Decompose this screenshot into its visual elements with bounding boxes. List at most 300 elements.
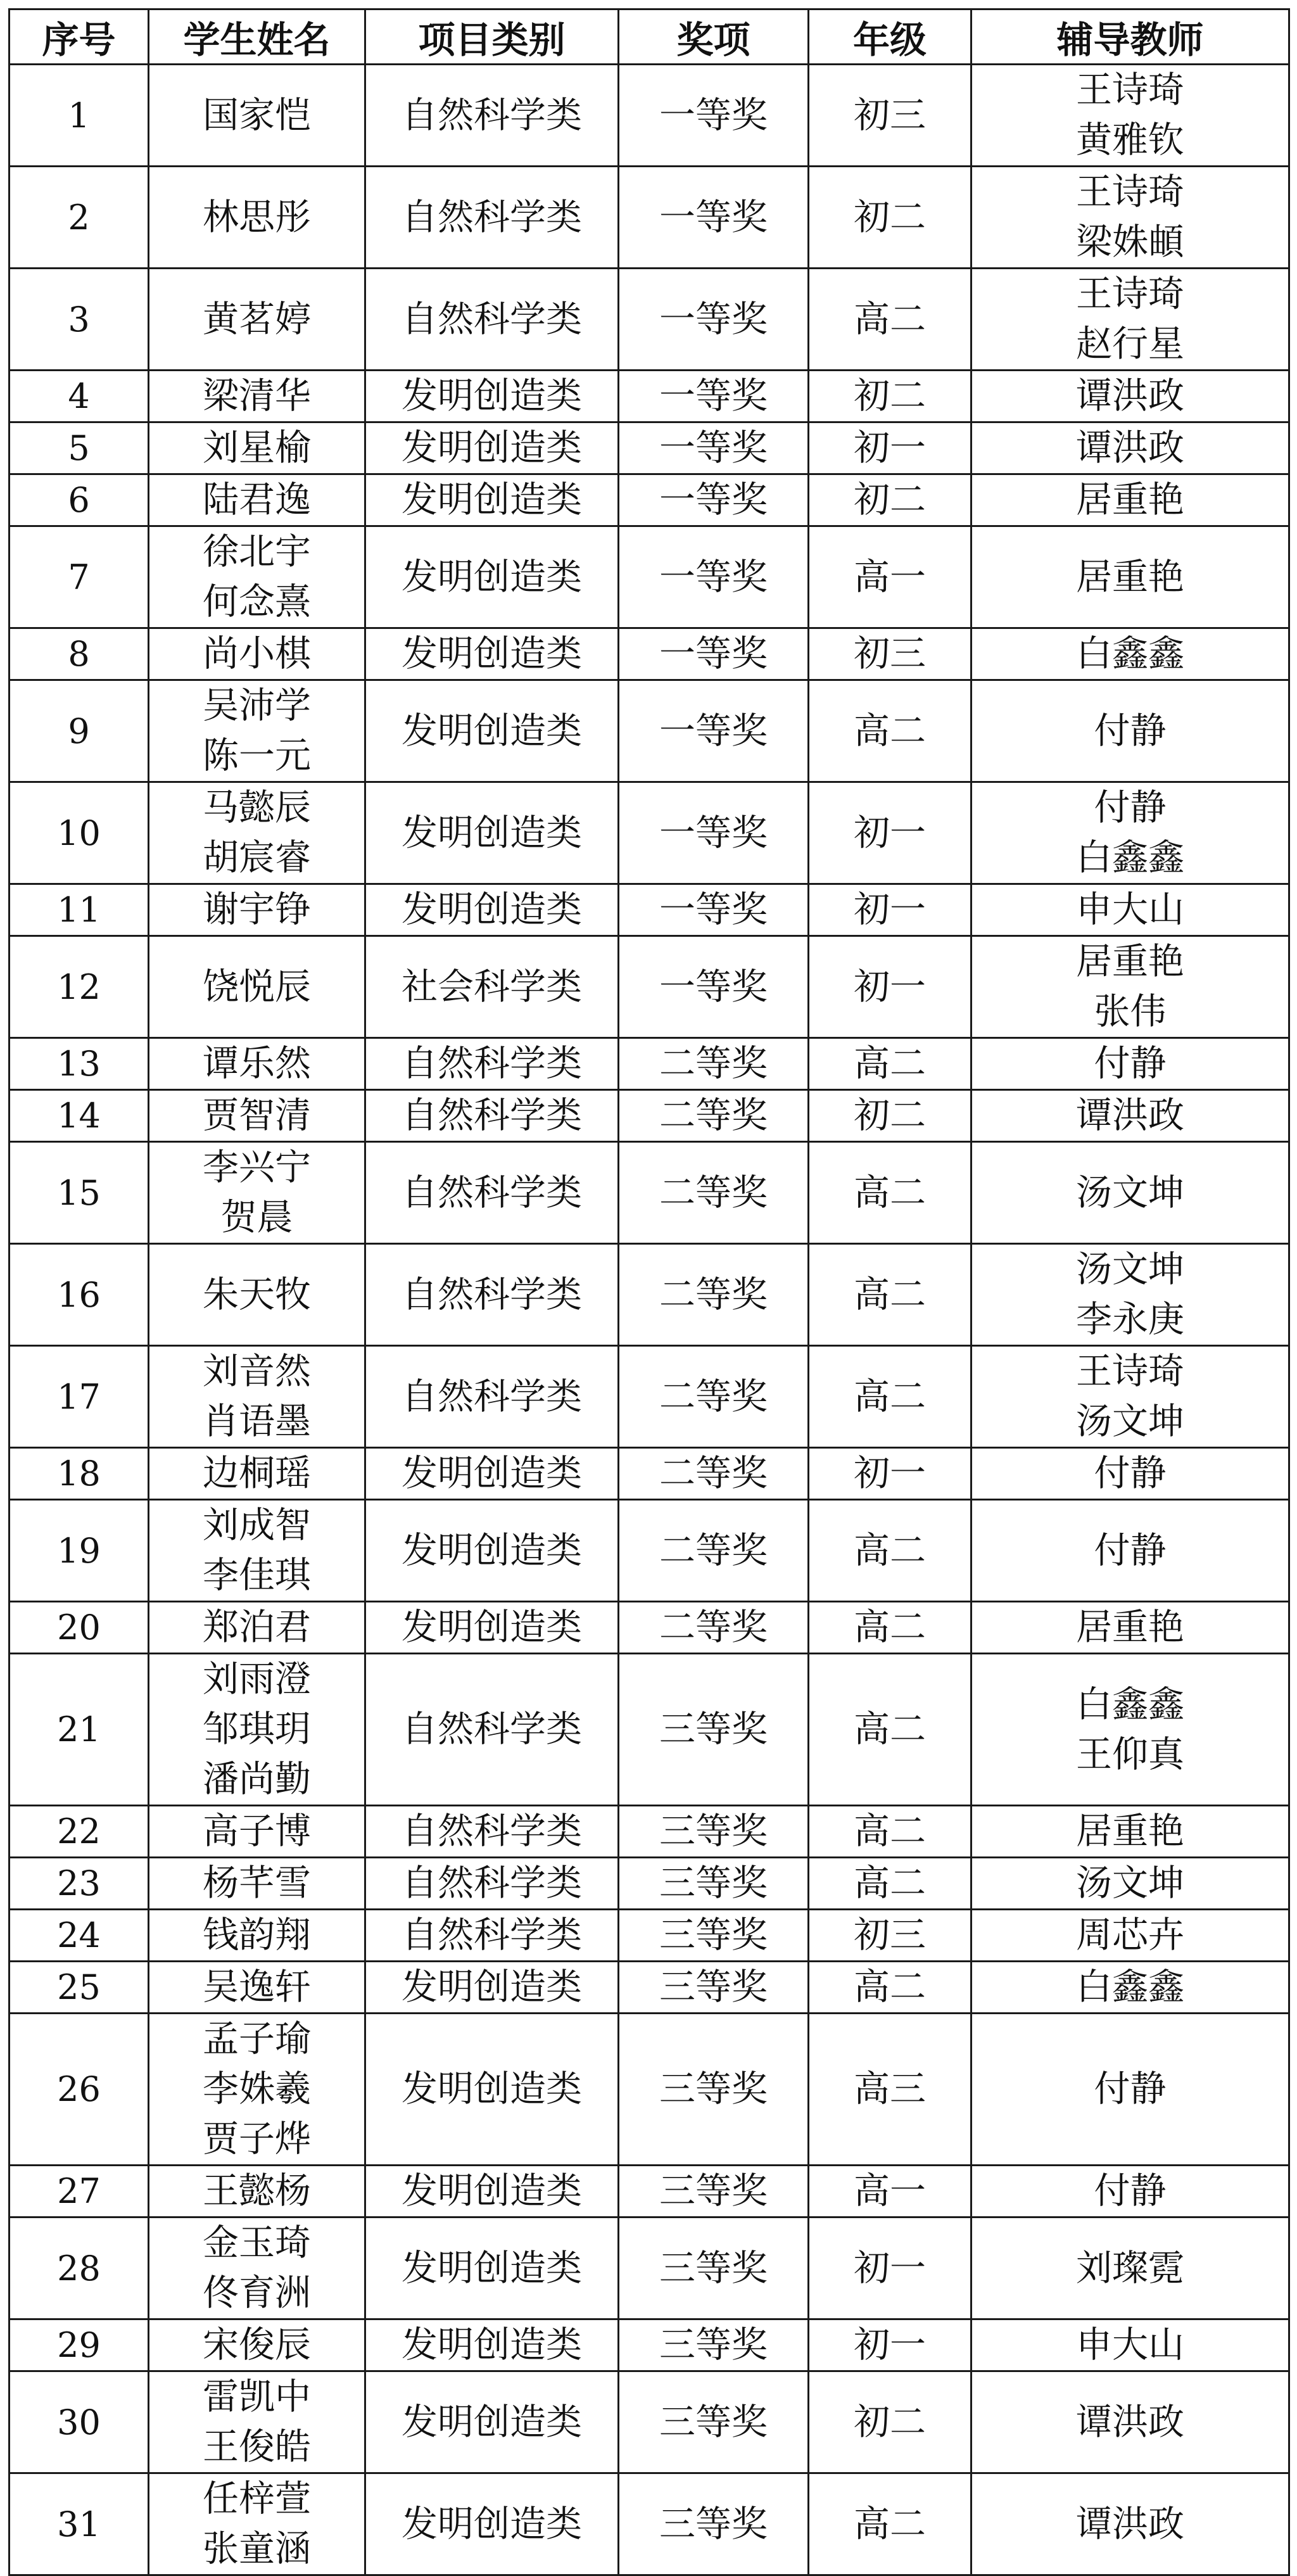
- cell-grade: [809, 782, 971, 884]
- cell-grade-text: 初一: [854, 427, 926, 469]
- cell-teachers: [971, 1346, 1289, 1448]
- student-name: 马懿辰: [203, 787, 311, 828]
- cell-student-names: [149, 2166, 365, 2218]
- student-name: 陈一元: [203, 735, 311, 777]
- cell-award: [619, 2166, 809, 2218]
- cell-index-text: 24: [57, 1915, 101, 1955]
- student-name: 任梓萱: [203, 2478, 311, 2520]
- cell-student-names: [149, 1654, 365, 1806]
- cell-student-names: [149, 2319, 365, 2371]
- cell-grade: [809, 526, 971, 628]
- cell-category: [365, 1090, 619, 1142]
- cell-index: [9, 1910, 149, 1962]
- cell-grade: [809, 1244, 971, 1346]
- cell-teachers: [971, 680, 1289, 782]
- student-name: 刘星榆: [203, 427, 311, 469]
- student-name: 孟子瑜: [203, 2018, 311, 2060]
- cell-grade-text: 高二: [854, 1966, 926, 2008]
- teacher-name: 赵行星: [1076, 323, 1184, 365]
- student-name: 李佳琪: [203, 1554, 311, 1596]
- table-row: [9, 1090, 1289, 1142]
- cell-student-names: [149, 2473, 365, 2575]
- cell-grade-text: 高二: [854, 1529, 926, 1571]
- cell-category-text: 发明创造类: [402, 1966, 582, 2008]
- cell-student-names: [149, 628, 365, 680]
- cell-index-text: 19: [57, 1530, 101, 1571]
- table-row: [9, 1602, 1289, 1654]
- cell-student-names: [149, 269, 365, 371]
- student-name: 杨芊雪: [203, 1862, 311, 1904]
- student-name: 钱韵翔: [203, 1914, 311, 1956]
- student-name: 刘成智: [203, 1504, 311, 1546]
- teacher-name: 黄雅钦: [1076, 119, 1184, 161]
- cell-index: [9, 422, 149, 474]
- award-table: [8, 8, 1290, 2576]
- cell-award-text: 一等奖: [659, 479, 768, 521]
- cell-index-text: 31: [57, 2504, 101, 2544]
- student-name: 刘音然: [203, 1350, 311, 1392]
- cell-index: [9, 1038, 149, 1090]
- cell-category: [365, 884, 619, 936]
- student-name: 肖语墨: [203, 1400, 311, 1442]
- cell-student-names: [149, 680, 365, 782]
- header-grade: 年级: [809, 10, 971, 65]
- cell-teachers: [971, 1910, 1289, 1962]
- cell-award-text: 二等奖: [659, 1171, 768, 1214]
- cell-grade-text: 高二: [854, 1375, 926, 1418]
- table-row: [9, 1858, 1289, 1910]
- cell-index: [9, 2014, 149, 2166]
- student-name: 邹琪玥: [203, 1708, 311, 1750]
- cell-category: [365, 1038, 619, 1090]
- table-row: [9, 1910, 1289, 1962]
- cell-grade: [809, 680, 971, 782]
- cell-category: [365, 1858, 619, 1910]
- teacher-name: 王仰真: [1076, 1733, 1184, 1775]
- cell-student-names: [149, 371, 365, 422]
- cell-award: [619, 1090, 809, 1142]
- cell-category-text: 发明创造类: [402, 479, 582, 521]
- cell-teachers: [971, 2218, 1289, 2319]
- teacher-name: 居重艳: [1076, 1810, 1184, 1852]
- table-row: [9, 422, 1289, 474]
- cell-index-text: 7: [68, 557, 90, 597]
- cell-category-text: 自然科学类: [402, 1375, 582, 1418]
- cell-index-text: 15: [57, 1172, 101, 1213]
- cell-award: [619, 1910, 809, 1962]
- cell-category-text: 发明创造类: [402, 375, 582, 417]
- cell-student-names: [149, 1448, 365, 1500]
- teacher-name: 王诗琦: [1076, 171, 1184, 213]
- cell-index: [9, 1090, 149, 1142]
- table-row: [9, 1244, 1289, 1346]
- teacher-name: 申大山: [1076, 889, 1184, 930]
- cell-teachers: [971, 371, 1289, 422]
- cell-award-text: 三等奖: [659, 2503, 768, 2545]
- cell-teachers: [971, 1806, 1289, 1858]
- teacher-name: 居重艳: [1076, 941, 1184, 982]
- cell-award-text: 三等奖: [659, 1914, 768, 1956]
- cell-index: [9, 782, 149, 884]
- cell-index-text: 23: [57, 1863, 101, 1903]
- cell-award-text: 三等奖: [659, 1862, 768, 1904]
- cell-grade-text: 初三: [854, 1914, 926, 1956]
- cell-grade-text: 高二: [854, 298, 926, 340]
- cell-category: [365, 680, 619, 782]
- teacher-name: 汤文坤: [1076, 1862, 1184, 1904]
- cell-teachers: [971, 2473, 1289, 2575]
- cell-index-text: 12: [57, 967, 101, 1007]
- cell-index: [9, 1346, 149, 1448]
- cell-grade-text: 高二: [854, 1043, 926, 1084]
- student-name: 边桐瑶: [203, 1452, 311, 1494]
- student-name: 徐北宇: [203, 531, 311, 573]
- student-name: 尚小棋: [203, 633, 311, 675]
- cell-award-text: 二等奖: [659, 1452, 768, 1494]
- cell-index: [9, 936, 149, 1038]
- cell-student-names: [149, 884, 365, 936]
- cell-teachers: [971, 2319, 1289, 2371]
- cell-award: [619, 1806, 809, 1858]
- cell-grade: [809, 1858, 971, 1910]
- cell-index-text: 26: [57, 2069, 101, 2109]
- cell-grade-text: 高二: [854, 1171, 926, 1214]
- table-row: [9, 2319, 1289, 2371]
- cell-grade: [809, 371, 971, 422]
- cell-index: [9, 2473, 149, 2575]
- cell-category-text: 自然科学类: [402, 1094, 582, 1136]
- student-name: 刘雨澄: [203, 1658, 311, 1700]
- cell-index: [9, 474, 149, 526]
- cell-teachers: [971, 422, 1289, 474]
- cell-index: [9, 1602, 149, 1654]
- student-name: 李姝羲: [203, 2068, 311, 2110]
- cell-award: [619, 1038, 809, 1090]
- teacher-name: 白鑫鑫: [1076, 1683, 1184, 1725]
- cell-index: [9, 526, 149, 628]
- cell-category: [365, 1244, 619, 1346]
- cell-student-names: [149, 936, 365, 1038]
- cell-award-text: 一等奖: [659, 811, 768, 854]
- cell-category: [365, 782, 619, 884]
- cell-category-text: 发明创造类: [402, 633, 582, 675]
- cell-index-text: 30: [57, 2402, 101, 2442]
- cell-index: [9, 1654, 149, 1806]
- cell-award-text: 三等奖: [659, 1810, 768, 1852]
- table-row: [9, 371, 1289, 422]
- cell-index: [9, 2218, 149, 2319]
- cell-grade-text: 初三: [854, 633, 926, 675]
- cell-category: [365, 2371, 619, 2473]
- teacher-name: 谭洪政: [1076, 1094, 1184, 1136]
- cell-award: [619, 1448, 809, 1500]
- cell-index-text: 20: [57, 1608, 101, 1647]
- teacher-name: 付静: [1094, 1452, 1167, 1494]
- student-name: 雷凯中: [203, 2376, 311, 2418]
- cell-grade-text: 初二: [854, 479, 926, 521]
- cell-award-text: 二等奖: [659, 1529, 768, 1571]
- cell-grade-text: 初一: [854, 889, 926, 930]
- cell-teachers: [971, 1038, 1289, 1090]
- cell-award: [619, 1142, 809, 1244]
- cell-category: [365, 422, 619, 474]
- cell-category: [365, 2166, 619, 2218]
- cell-category: [365, 1602, 619, 1654]
- cell-grade-text: 初二: [854, 1094, 926, 1136]
- cell-index: [9, 371, 149, 422]
- student-name: 王懿杨: [203, 2170, 311, 2212]
- cell-award: [619, 526, 809, 628]
- teacher-name: 李永庚: [1076, 1298, 1184, 1340]
- cell-index-text: 27: [57, 2171, 101, 2211]
- cell-teachers: [971, 167, 1289, 269]
- table-row: [9, 884, 1289, 936]
- cell-grade: [809, 1346, 971, 1448]
- cell-index-text: 1: [68, 95, 90, 136]
- cell-grade: [809, 2371, 971, 2473]
- cell-index: [9, 680, 149, 782]
- student-name: 金玉琦: [203, 2222, 311, 2264]
- teacher-name: 刘璨霓: [1076, 2247, 1184, 2289]
- cell-student-names: [149, 422, 365, 474]
- cell-category: [365, 474, 619, 526]
- cell-grade: [809, 1602, 971, 1654]
- cell-category-text: 发明创造类: [402, 427, 582, 469]
- cell-category-text: 发明创造类: [402, 709, 582, 752]
- cell-category-text: 自然科学类: [402, 196, 582, 238]
- cell-award-text: 二等奖: [659, 1043, 768, 1084]
- cell-award: [619, 782, 809, 884]
- cell-teachers: [971, 2014, 1289, 2166]
- cell-category: [365, 628, 619, 680]
- cell-award: [619, 371, 809, 422]
- cell-award-text: 一等奖: [659, 196, 768, 238]
- cell-teachers: [971, 782, 1289, 884]
- table-row: [9, 1038, 1289, 1090]
- teacher-name: 付静: [1094, 709, 1167, 752]
- teacher-name: 谭洪政: [1076, 2503, 1184, 2545]
- cell-award-text: 三等奖: [659, 2324, 768, 2366]
- cell-category-text: 发明创造类: [402, 1529, 582, 1571]
- student-name: 潘尚勤: [203, 1758, 311, 1800]
- cell-category: [365, 2014, 619, 2166]
- cell-student-names: [149, 167, 365, 269]
- table-row: [9, 680, 1289, 782]
- cell-category-text: 发明创造类: [402, 2401, 582, 2443]
- cell-award: [619, 269, 809, 371]
- cell-grade: [809, 1448, 971, 1500]
- cell-award: [619, 2319, 809, 2371]
- cell-teachers: [971, 2166, 1289, 2218]
- cell-student-names: [149, 2218, 365, 2319]
- cell-teachers: [971, 65, 1289, 167]
- cell-award-text: 一等奖: [659, 555, 768, 598]
- cell-teachers: [971, 269, 1289, 371]
- student-name: 林思彤: [203, 196, 311, 238]
- cell-index-text: 8: [68, 634, 90, 674]
- cell-student-names: [149, 2371, 365, 2473]
- cell-index: [9, 269, 149, 371]
- cell-category: [365, 526, 619, 628]
- cell-grade: [809, 936, 971, 1038]
- teacher-name: 白鑫鑫: [1076, 1966, 1184, 2008]
- table-row: [9, 1962, 1289, 2014]
- student-name: 宋俊辰: [203, 2324, 311, 2366]
- table-row: [9, 1142, 1289, 1244]
- cell-award-text: 三等奖: [659, 1708, 768, 1750]
- cell-grade: [809, 628, 971, 680]
- cell-student-names: [149, 782, 365, 884]
- cell-category: [365, 1806, 619, 1858]
- cell-grade-text: 高二: [854, 2503, 926, 2545]
- cell-category-text: 发明创造类: [402, 811, 582, 854]
- cell-award-text: 二等奖: [659, 1375, 768, 1418]
- cell-index-text: 9: [68, 711, 90, 751]
- cell-index-text: 4: [68, 376, 90, 416]
- cell-award-text: 三等奖: [659, 2401, 768, 2443]
- teacher-name: 付静: [1094, 1529, 1167, 1571]
- cell-award: [619, 936, 809, 1038]
- cell-index: [9, 2166, 149, 2218]
- cell-student-names: [149, 1244, 365, 1346]
- cell-teachers: [971, 1962, 1289, 2014]
- cell-award-text: 三等奖: [659, 2247, 768, 2289]
- cell-category: [365, 1448, 619, 1500]
- cell-award-text: 一等奖: [659, 709, 768, 752]
- cell-index-text: 3: [68, 299, 90, 339]
- cell-grade-text: 初二: [854, 196, 926, 238]
- header-teacher: 辅导教师: [971, 10, 1289, 65]
- cell-category: [365, 1654, 619, 1806]
- cell-category-text: 自然科学类: [402, 1810, 582, 1852]
- cell-award-text: 一等奖: [659, 375, 768, 417]
- cell-award-text: 三等奖: [659, 2068, 768, 2110]
- cell-teachers: [971, 1500, 1289, 1602]
- student-name: 胡宸睿: [203, 837, 311, 879]
- cell-grade-text: 高二: [854, 1862, 926, 1904]
- cell-index: [9, 1142, 149, 1244]
- cell-grade-text: 初一: [854, 965, 926, 1008]
- table-row: [9, 2218, 1289, 2319]
- student-name: 陆君逸: [203, 479, 311, 521]
- student-name: 王俊皓: [203, 2426, 311, 2468]
- table-row: [9, 2166, 1289, 2218]
- cell-grade: [809, 2014, 971, 2166]
- cell-category-text: 发明创造类: [402, 555, 582, 598]
- cell-award-text: 二等奖: [659, 1606, 768, 1648]
- cell-award: [619, 1654, 809, 1806]
- student-name: 梁清华: [203, 375, 311, 417]
- cell-grade-text: 初二: [854, 2401, 926, 2443]
- header-student-name: 学生姓名: [149, 10, 365, 65]
- cell-grade-text: 初三: [854, 94, 926, 136]
- cell-category: [365, 1500, 619, 1602]
- table-row: [9, 2014, 1289, 2166]
- cell-grade-text: 高三: [854, 2068, 926, 2110]
- student-name: 张童涵: [203, 2528, 311, 2570]
- cell-award-text: 一等奖: [659, 298, 768, 340]
- cell-award-text: 一等奖: [659, 94, 768, 136]
- teacher-name: 汤文坤: [1076, 1248, 1184, 1290]
- table-header: [9, 10, 1289, 65]
- student-name: 佟育洲: [203, 2272, 311, 2314]
- table-row: [9, 526, 1289, 628]
- teacher-name: 白鑫鑫: [1076, 837, 1184, 879]
- cell-award: [619, 2473, 809, 2575]
- student-name: 高子博: [203, 1810, 311, 1852]
- teacher-name: 谭洪政: [1076, 427, 1184, 469]
- teacher-name: 汤文坤: [1076, 1171, 1184, 1214]
- table-row: [9, 1500, 1289, 1602]
- cell-grade: [809, 474, 971, 526]
- cell-award: [619, 628, 809, 680]
- cell-grade: [809, 422, 971, 474]
- cell-award-text: 一等奖: [659, 427, 768, 469]
- cell-award: [619, 2218, 809, 2319]
- cell-award: [619, 680, 809, 782]
- cell-index: [9, 628, 149, 680]
- cell-student-names: [149, 1142, 365, 1244]
- cell-index-text: 29: [57, 2325, 101, 2365]
- cell-index-text: 17: [57, 1376, 101, 1417]
- cell-grade-text: 初一: [854, 2247, 926, 2289]
- cell-grade: [809, 1654, 971, 1806]
- cell-student-names: [149, 474, 365, 526]
- student-name: 谭乐然: [203, 1043, 311, 1084]
- cell-award: [619, 474, 809, 526]
- table-row: [9, 1448, 1289, 1500]
- cell-category-text: 发明创造类: [402, 2068, 582, 2110]
- cell-category-text: 发明创造类: [402, 2503, 582, 2545]
- cell-grade-text: 高二: [854, 709, 926, 752]
- header-category: 项目类别: [365, 10, 619, 65]
- cell-teachers: [971, 1142, 1289, 1244]
- cell-teachers: [971, 1858, 1289, 1910]
- cell-award: [619, 422, 809, 474]
- cell-student-names: [149, 1500, 365, 1602]
- teacher-name: 王诗琦: [1076, 273, 1184, 315]
- cell-index: [9, 1500, 149, 1602]
- cell-index-text: 28: [57, 2248, 101, 2288]
- cell-grade: [809, 167, 971, 269]
- student-name: 贾智清: [203, 1094, 311, 1136]
- student-name: 吴逸轩: [203, 1966, 311, 2008]
- cell-teachers: [971, 474, 1289, 526]
- cell-grade: [809, 1500, 971, 1602]
- cell-award: [619, 167, 809, 269]
- cell-grade-text: 初二: [854, 375, 926, 417]
- cell-category-text: 自然科学类: [402, 1043, 582, 1084]
- cell-teachers: [971, 936, 1289, 1038]
- cell-grade: [809, 65, 971, 167]
- cell-grade-text: 高二: [854, 1273, 926, 1316]
- cell-category-text: 自然科学类: [402, 1273, 582, 1316]
- teacher-name: 白鑫鑫: [1076, 633, 1184, 675]
- header-award: 奖项: [619, 10, 809, 65]
- cell-award: [619, 65, 809, 167]
- cell-category: [365, 1346, 619, 1448]
- cell-award-text: 二等奖: [659, 1273, 768, 1316]
- cell-category-text: 发明创造类: [402, 1452, 582, 1494]
- cell-grade-text: 高一: [854, 555, 926, 598]
- cell-category: [365, 167, 619, 269]
- cell-teachers: [971, 884, 1289, 936]
- cell-index-text: 11: [57, 890, 101, 930]
- cell-grade: [809, 1090, 971, 1142]
- cell-grade: [809, 2218, 971, 2319]
- table-row: [9, 936, 1289, 1038]
- cell-grade-text: 高二: [854, 1606, 926, 1648]
